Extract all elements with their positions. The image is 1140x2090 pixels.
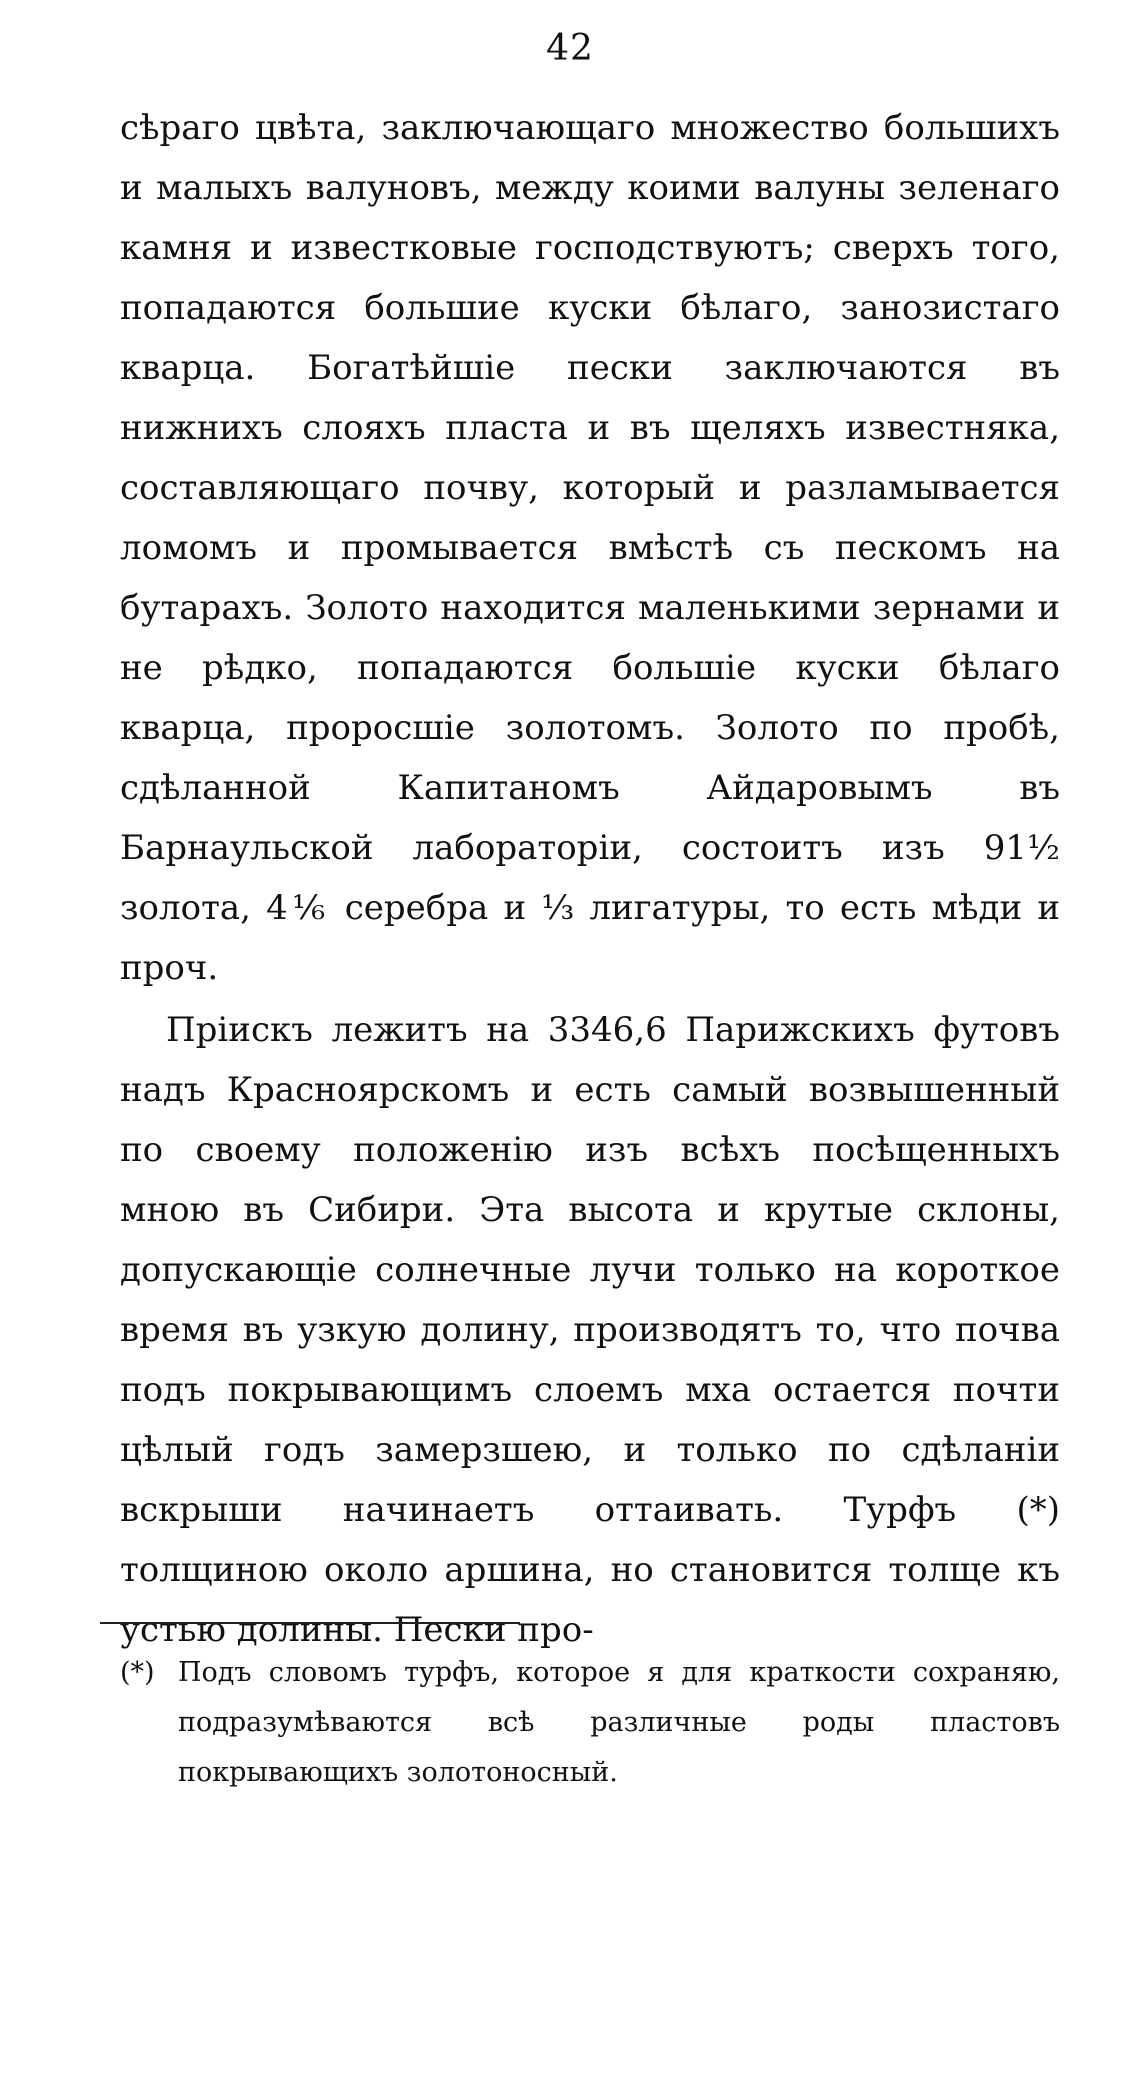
footnote-text: Подъ словомъ турфъ, которое я для краткости сохраняю, подразумѣваются всѣ различные роды пластовъ покрывающихъ золотоносный. xyxy=(178,1657,1060,1788)
paragraph-2: Прiискъ лежитъ на 3346,6 Парижскихъ футовъ надъ Красноярскомъ и есть самый возвышенный по своему положенiю изъ всѣхъ посѣщенныхъ мною въ Сибири. Эта высота и крутые склоны, допускающiе солнечные лучи только на короткое время въ узкую долину, производятъ то, что почва подъ покрывающимъ слоемъ мха остается почти цѣлый годъ замерзшею, и только по сдѣланiи вскрыши начинаетъ оттаивать. Турфъ (*) толщиною около аршина, но становится толще къ устью долины. Пески про- xyxy=(120,1010,1060,1650)
footnote-mark: (*) xyxy=(120,1657,155,1688)
page-number: 42 xyxy=(546,28,594,69)
footnote xyxy=(120,1648,1060,1798)
paragraph-1: сѣраго цвѣта, заключающаго множество большихъ и малыхъ валуновъ, между коими валуны зеленаго камня и известковые господствуютъ; сверхъ того, попадаются большие куски бѣлаго, занозистаго кварца. Богатѣйшiе пески заключаются въ нижнихъ слояхъ пласта и въ щеляхъ известняка, составляющаго почву, который и разламывается ломомъ и промывается вмѣстѣ съ пескомъ на бутарахъ. Золото находится маленькими зернами и не рѣдко, попадаются большiе куски бѣлаго кварца, проросшiе золотомъ. Золото по пробѣ, сдѣланной Капитаномъ Айдаровымъ въ Барнаульской лабораторiи, состоитъ изъ 91½ золота, 4⅙ серебра и ⅓ лигатуры, то есть мѣди и проч. xyxy=(120,108,1060,988)
footnote-divider xyxy=(100,1622,520,1624)
